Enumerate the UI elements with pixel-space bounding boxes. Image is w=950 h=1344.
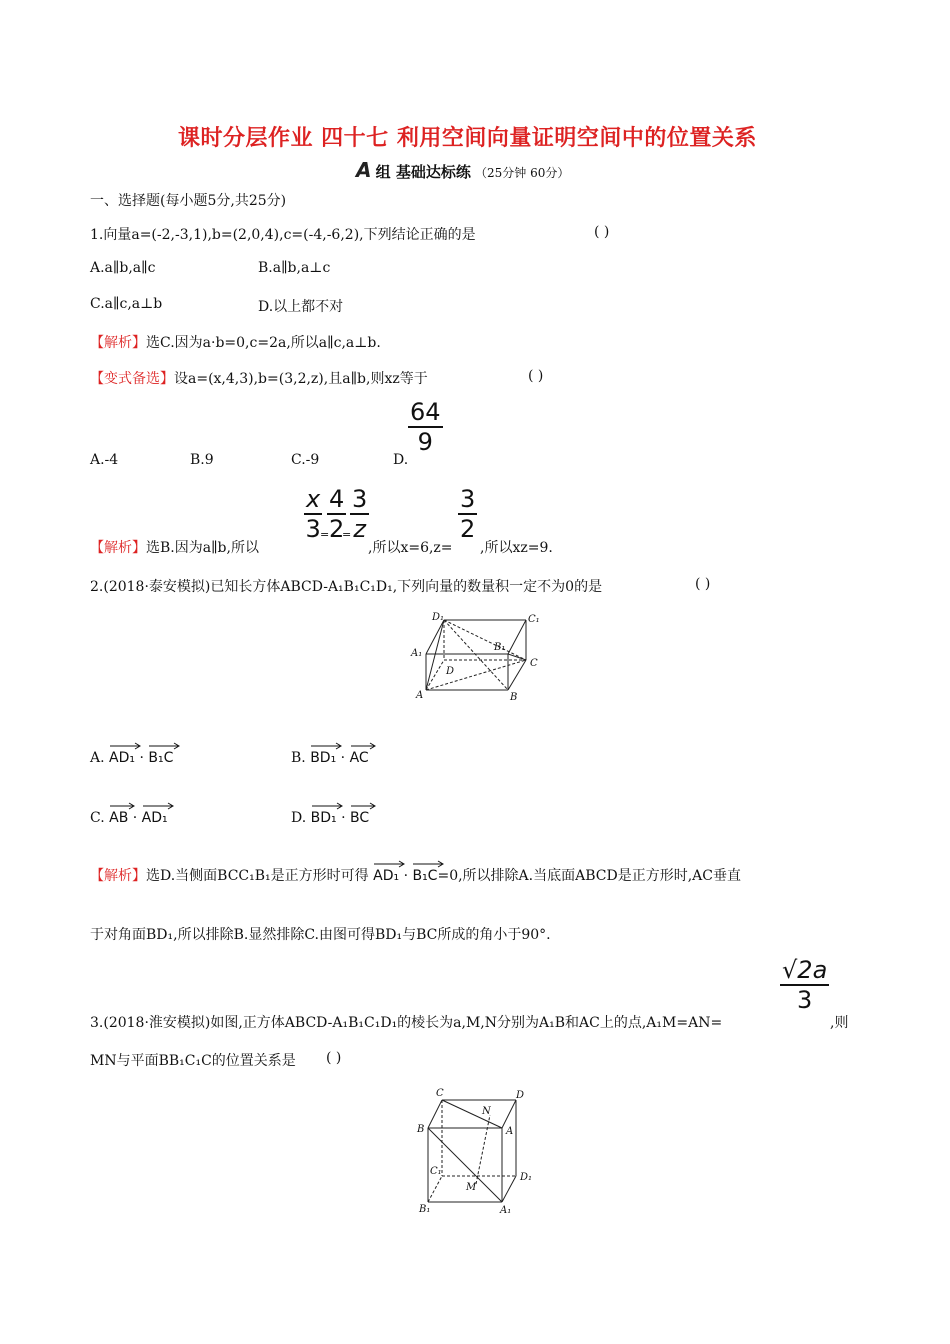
vector-label: B₁C: [412, 868, 438, 884]
option-letter: D.: [291, 810, 307, 826]
q3-stem-line2: MN与平面BB₁C₁C的位置关系是: [90, 1053, 296, 1069]
vector-label: AD₁: [373, 868, 400, 884]
analysis-text: =0,所以排除A.当底面ABCD是正方形时,AC垂直: [437, 868, 741, 884]
fraction-denominator: 2: [460, 515, 476, 543]
fraction-3-over-z: [350, 485, 369, 543]
q2-stem: 2.(2018·泰安模拟)已知长方体ABCD-A₁B₁C₁D₁,下列向量的数量积一定不为0的是: [90, 579, 603, 595]
vertex-label: A: [506, 1126, 514, 1137]
dot-operator: ·: [403, 868, 409, 884]
fraction-numerator: x: [306, 485, 321, 513]
option-letter: B.: [291, 750, 306, 766]
group-badge: A: [356, 158, 372, 182]
vertex-label: D₁: [432, 612, 445, 623]
fraction-numerator: 64: [410, 398, 441, 426]
vertex-label: B: [510, 692, 518, 702]
vertex-label: D: [516, 1090, 525, 1101]
cube-figure: [414, 1086, 544, 1216]
cuboid-figure: [408, 612, 550, 702]
vector: [350, 802, 369, 826]
vertex-label: B: [417, 1124, 425, 1135]
vertex-label: D: [446, 666, 455, 677]
vector-label: B₁C: [148, 750, 174, 766]
vector-label: BD₁: [310, 810, 337, 826]
vector: [142, 802, 168, 826]
equals-sign: =: [320, 528, 330, 541]
q2-analysis: [90, 860, 741, 885]
fraction-denominator: 3: [797, 986, 813, 1014]
fraction-numerator: √2a: [782, 956, 828, 984]
variant-analysis-c: ,所以xz=9.: [480, 540, 553, 556]
vertex-label: C₁: [430, 1166, 442, 1177]
fraction-denominator: 3: [305, 515, 321, 543]
vector-label: AD₁: [109, 750, 135, 766]
q2-option-d: [291, 802, 369, 826]
fraction-numerator: 4: [329, 485, 345, 513]
section-heading: 一、选择题(每小题5分,共25分): [90, 193, 287, 209]
option-letter: C.: [90, 810, 105, 826]
vector: [412, 860, 437, 884]
vertex-label: A₁: [500, 1205, 512, 1216]
variant-stem: 设a=(x,4,3),b=(3,2,z),且a∥b,则xz等于: [174, 371, 428, 387]
vector: [311, 802, 337, 826]
vector: [310, 742, 336, 766]
vertex-label: C₁: [528, 614, 540, 625]
fraction-numerator: 3: [460, 485, 476, 513]
q3-stem-end: ,则: [830, 1015, 849, 1031]
q3-stem: 3.(2018·淮安模拟)如图,正方体ABCD-A₁B₁C₁D₁的棱长为a,M,N分别为A₁B和AC上的点,A₁M=AN=: [90, 1015, 723, 1031]
dot-operator: ·: [132, 810, 138, 826]
vertex-label: C: [436, 1088, 444, 1099]
vector-label: BC: [350, 810, 370, 826]
vertex-label: B₁: [419, 1204, 431, 1215]
fraction-3-over-2: [458, 485, 477, 543]
q1-option-c: C.a∥c,a⊥b: [90, 296, 163, 312]
q1-option-d: D.以上都不对: [258, 299, 344, 315]
variant-option-d-fraction: [408, 398, 443, 456]
vector-label: AB: [109, 810, 129, 826]
variant-option-a: A.-4: [90, 452, 119, 468]
vertex-label: N: [482, 1106, 491, 1117]
dot-operator: ·: [139, 750, 144, 766]
q2-option-b: [291, 742, 369, 766]
q3-fraction: [780, 956, 829, 1014]
analysis-text: 选D.当侧面BCC₁B₁是正方形时可得: [146, 868, 369, 884]
q2-paren: ( ): [695, 576, 711, 592]
variant-analysis-b: ,所以x=6,z=: [368, 540, 453, 556]
analysis-text: 选C.因为a·b=0,c=2a,所以a∥c,a⊥b.: [146, 335, 381, 351]
fraction-numerator: 3: [352, 485, 368, 513]
q1-analysis: [90, 332, 381, 352]
q3-paren: ( ): [326, 1050, 342, 1066]
option-letter: A.: [90, 750, 105, 766]
vector-label: AC: [349, 750, 369, 766]
fraction-denominator: 9: [417, 428, 433, 456]
analysis-tag: 【解析】: [90, 540, 146, 556]
vertex-label: C: [530, 658, 538, 669]
q2-analysis-line2: 于对角面BD₁,所以排除B.显然排除C.由图可得BD₁与BC所成的角小于90°.: [90, 927, 551, 943]
q2-option-c: [90, 802, 168, 826]
vector-label: AD₁: [141, 810, 168, 826]
vertex-label: B₁: [494, 642, 506, 653]
vertex-label: M: [466, 1182, 477, 1193]
analysis-tag: 【解析】: [90, 868, 146, 884]
q1-option-b: B.a∥b,a⊥c: [258, 260, 331, 276]
analysis-text: 选B.因为a∥b,所以: [146, 540, 259, 556]
vector: [148, 742, 173, 766]
variant-paren: ( ): [528, 368, 544, 384]
variant-analysis-a: [90, 537, 259, 557]
vector: [350, 742, 369, 766]
q1-option-a: A.a∥b,a∥c: [90, 260, 156, 276]
variant-tag: 【变式备选】: [90, 371, 174, 387]
vector: [373, 860, 399, 884]
variant-option-c: C.-9: [291, 452, 320, 468]
fraction-denominator: z: [353, 515, 366, 543]
dot-operator: ·: [341, 810, 346, 826]
vertex-label: A₁: [411, 648, 423, 659]
vector: [109, 802, 128, 826]
group-label: 组 基础达标练: [375, 163, 471, 181]
group-time: （25分钟 60分）: [475, 166, 570, 180]
variant-stem-line: [90, 368, 428, 388]
vector-label: BD₁: [310, 750, 337, 766]
vector: [109, 742, 135, 766]
q1-paren: ( ): [594, 224, 610, 240]
vertex-label: D₁: [520, 1172, 533, 1183]
vertex-label: A: [416, 690, 424, 701]
analysis-tag: 【解析】: [90, 335, 146, 351]
variant-option-b: B.9: [190, 452, 214, 468]
variant-option-d: D.: [393, 452, 409, 468]
q2-option-a: [90, 742, 173, 766]
group-header: [356, 158, 569, 182]
fraction-denominator: 2: [329, 515, 345, 543]
q1-stem: 1.向量a=(-2,-3,1),b=(2,0,4),c=(-4,-6,2),下列结论正确的是: [90, 227, 476, 243]
page-title: 课时分层作业 四十七 利用空间向量证明空间中的位置关系: [178, 125, 757, 151]
dot-operator: ·: [340, 750, 346, 766]
equals-sign: =: [342, 528, 352, 541]
